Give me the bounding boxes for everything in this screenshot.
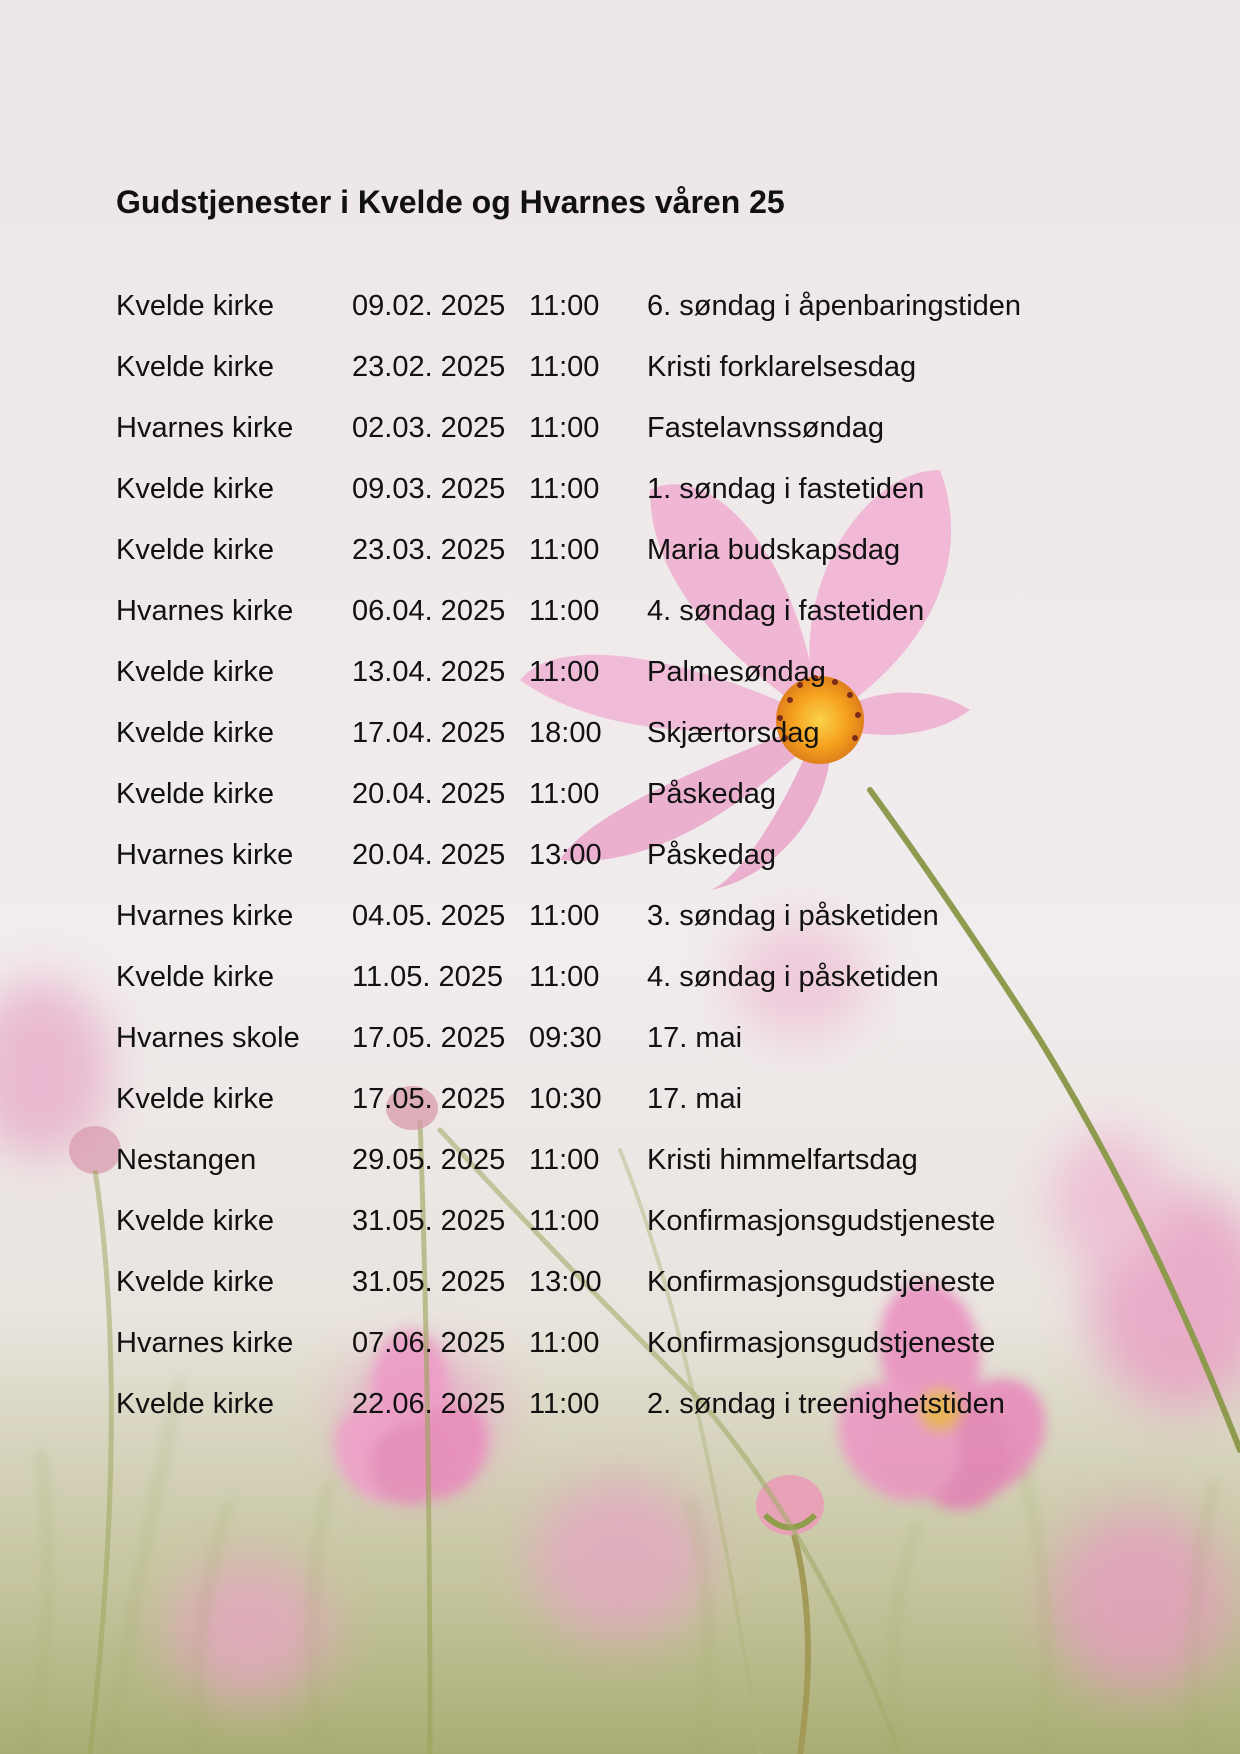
schedule-row: [0, 1378, 1240, 1439]
service-occasion: Påskedag: [647, 839, 776, 871]
service-date: 07.06. 2025: [352, 1327, 506, 1359]
service-date: 23.02. 2025: [352, 351, 506, 383]
schedule-row: [0, 402, 1240, 463]
service-date: 13.04. 2025: [352, 656, 506, 688]
service-date: 09.03. 2025: [352, 473, 506, 505]
service-time: 10:30: [529, 1083, 602, 1115]
schedule-row: [0, 1012, 1240, 1073]
service-date: 02.03. 2025: [352, 412, 506, 444]
service-occasion: 1. søndag i fastetiden: [647, 473, 925, 505]
service-place: Nestangen: [116, 1144, 257, 1176]
service-date: 04.05. 2025: [352, 900, 506, 932]
service-time: 11:00: [529, 900, 600, 932]
service-place: Kvelde kirke: [116, 1266, 274, 1298]
service-occasion: 6. søndag i åpenbaringstiden: [647, 290, 1022, 322]
schedule-row: [0, 829, 1240, 890]
schedule-row: [0, 524, 1240, 585]
service-place: Hvarnes kirke: [116, 412, 294, 444]
service-place: Kvelde kirke: [116, 656, 274, 688]
schedule-row: [0, 951, 1240, 1012]
service-date: 11.05. 2025: [352, 961, 504, 993]
service-occasion: Konfirmasjonsgudstjeneste: [647, 1327, 996, 1359]
schedule-row: [0, 463, 1240, 524]
service-occasion: 17. mai: [647, 1022, 743, 1054]
schedule-row: [0, 1195, 1240, 1256]
service-date: 31.05. 2025: [352, 1266, 506, 1298]
service-date: 20.04. 2025: [352, 778, 506, 810]
page-title: Gudstjenester i Kvelde og Hvarnes våren 25: [116, 184, 785, 220]
service-time: 11:00: [529, 1388, 600, 1420]
service-place: Kvelde kirke: [116, 778, 274, 810]
schedule-row: [0, 707, 1240, 768]
service-time: 11:00: [529, 351, 600, 383]
service-date: 23.03. 2025: [352, 534, 506, 566]
service-occasion: Kristi himmelfartsdag: [647, 1144, 918, 1176]
schedule-row: [0, 1073, 1240, 1134]
service-place: Kvelde kirke: [116, 1205, 274, 1237]
service-occasion: 4. søndag i påsketiden: [647, 961, 939, 993]
schedule-row: [0, 646, 1240, 707]
service-time: 09:30: [529, 1022, 602, 1054]
service-place: Kvelde kirke: [116, 1083, 274, 1115]
service-place: Kvelde kirke: [116, 473, 274, 505]
service-date: 17.04. 2025: [352, 717, 506, 749]
service-occasion: Fastelavnssøndag: [647, 412, 884, 444]
schedule-row: [0, 1134, 1240, 1195]
service-time: 11:00: [529, 961, 600, 993]
service-time: 11:00: [529, 656, 600, 688]
service-place: Hvarnes kirke: [116, 900, 294, 932]
schedule-row: [0, 1256, 1240, 1317]
service-occasion: Kristi forklarelsesdag: [647, 351, 917, 383]
service-occasion: 17. mai: [647, 1083, 743, 1115]
service-time: 11:00: [529, 1205, 600, 1237]
service-occasion: Skjærtorsdag: [647, 717, 820, 749]
service-occasion: Palmesøndag: [647, 656, 826, 688]
service-time: 11:00: [529, 778, 600, 810]
schedule-row: [0, 280, 1240, 341]
service-place: Hvarnes skole: [116, 1022, 300, 1054]
service-date: 29.05. 2025: [352, 1144, 506, 1176]
service-date: 20.04. 2025: [352, 839, 506, 871]
service-place: Kvelde kirke: [116, 534, 274, 566]
service-time: 13:00: [529, 839, 602, 871]
service-place: Hvarnes kirke: [116, 839, 294, 871]
service-occasion: Konfirmasjonsgudstjeneste: [647, 1205, 996, 1237]
service-schedule: [0, 280, 1240, 1439]
service-time: 18:00: [529, 717, 602, 749]
schedule-row: [0, 1317, 1240, 1378]
service-occasion: 4. søndag i fastetiden: [647, 595, 925, 627]
service-date: 17.05. 2025: [352, 1022, 506, 1054]
service-time: 11:00: [529, 1327, 600, 1359]
service-date: 17.05. 2025: [352, 1083, 506, 1115]
service-occasion: Påskedag: [647, 778, 776, 810]
service-occasion: 3. søndag i påsketiden: [647, 900, 939, 932]
service-place: Hvarnes kirke: [116, 1327, 294, 1359]
service-time: 11:00: [529, 473, 600, 505]
service-place: Kvelde kirke: [116, 290, 274, 322]
service-date: 31.05. 2025: [352, 1205, 506, 1237]
service-place: Kvelde kirke: [116, 351, 274, 383]
service-place: Kvelde kirke: [116, 1388, 274, 1420]
service-time: 11:00: [529, 534, 600, 566]
service-time: 11:00: [529, 290, 600, 322]
service-time: 11:00: [529, 1144, 600, 1176]
service-time: 13:00: [529, 1266, 602, 1298]
schedule-row: [0, 768, 1240, 829]
service-date: 09.02. 2025: [352, 290, 506, 322]
service-place: Kvelde kirke: [116, 961, 274, 993]
service-occasion: Konfirmasjonsgudstjeneste: [647, 1266, 996, 1298]
service-date: 06.04. 2025: [352, 595, 506, 627]
service-occasion: Maria budskapsdag: [647, 534, 901, 566]
service-occasion: 2. søndag i treenighetstiden: [647, 1388, 1005, 1420]
schedule-row: [0, 890, 1240, 951]
service-place: Hvarnes kirke: [116, 595, 294, 627]
schedule-row: [0, 585, 1240, 646]
service-time: 11:00: [529, 412, 600, 444]
service-date: 22.06. 2025: [352, 1388, 506, 1420]
service-place: Kvelde kirke: [116, 717, 274, 749]
schedule-row: [0, 341, 1240, 402]
service-time: 11:00: [529, 595, 600, 627]
